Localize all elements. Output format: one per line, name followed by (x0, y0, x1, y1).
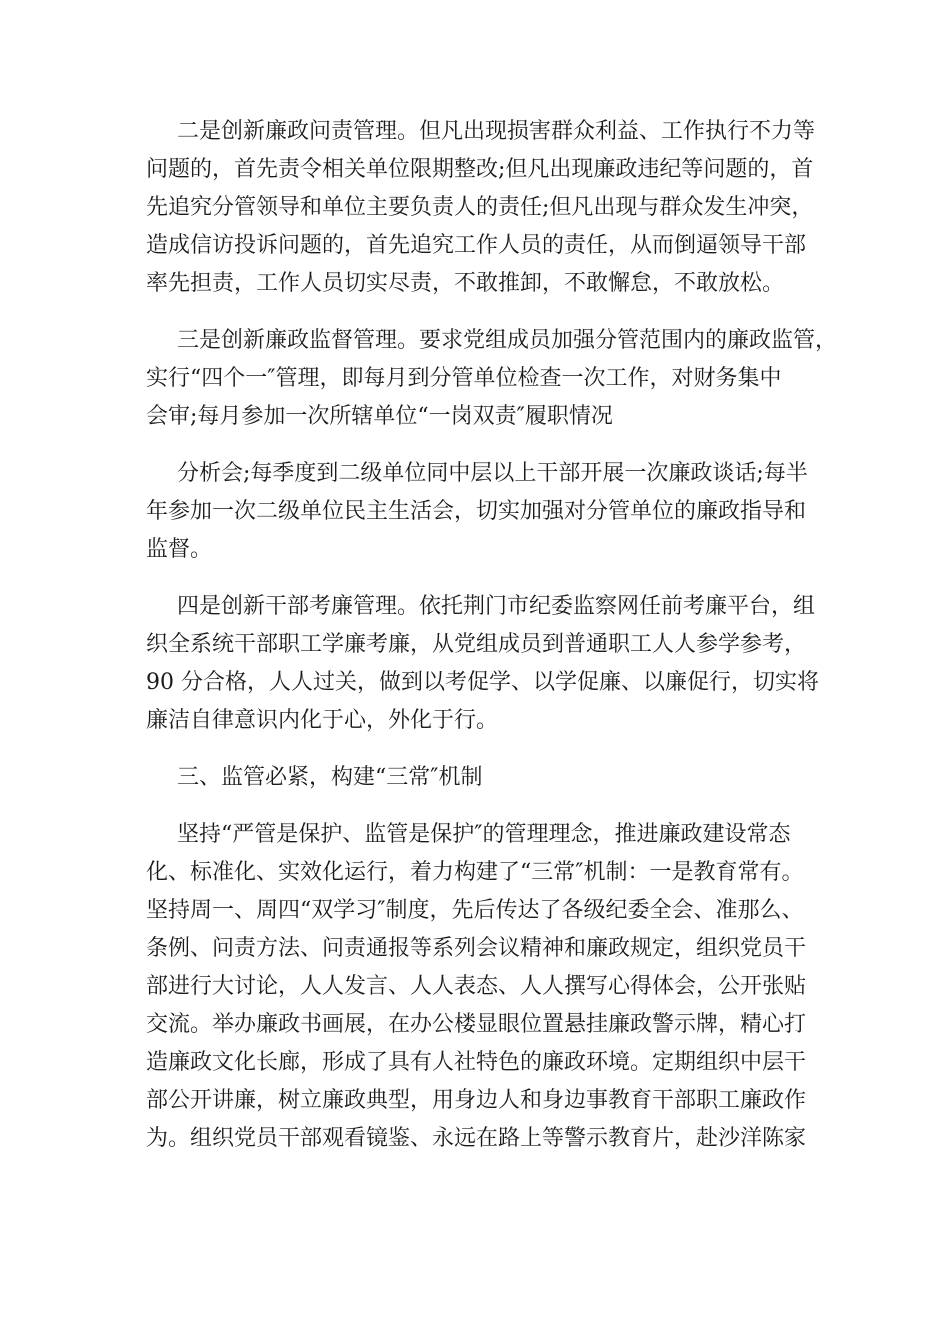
text-line: 会审;每月参加一次所辖单位“一岗双责″履职情况 (146, 404, 613, 429)
text-line: 先追究分管领导和单位主要负责人的责任;但凡出现与群众发生冲突， (146, 195, 814, 220)
text-line: 坚持周一、周四“双学习″制度，先后传达了各级纪委全会、准那么、 (146, 898, 804, 923)
text-line: 分析会;每季度到二级单位同中层以上干部开展一次廉政谈话;每半 (177, 461, 808, 486)
text-line: 造廉政文化长廊，形成了具有人社特色的廉政环境。定期组织中层干 (146, 1050, 807, 1075)
text-line: 廉洁自律意识内化于心，外化于行。 (146, 708, 499, 733)
text-line: 年参加一次二级单位民主生活会，切实加强对分管单位的廉政指导和 (146, 499, 807, 524)
text-line: 交流。举办廉政书画展，在办公楼显眼位置悬挂廉政警示牌，精心打 (146, 1012, 807, 1037)
text-line: 三是创新廉政监督管理。要求党组成员加强分管范围内的廉政监管， (177, 328, 838, 353)
text-line: 织全系统干部职工学廉考廉，从党组成员到普通职工人人参学参考， (146, 632, 807, 657)
text-line: 问题的，首先责令相关单位限期整改;但凡出现廉政违纪等问题的，首 (146, 157, 814, 182)
section-heading: 三、监管必紧，构建“三常″机制 (177, 765, 483, 790)
text-line: 90 分合格，人人过关，做到以考促学、以学促廉、以廉促行，切实将 (146, 670, 819, 695)
text-line: 二是创新廉政问责管理。但凡出现损害群众利益、工作执行不力等 (177, 119, 816, 144)
text-line: 化、标准化、实效化运行，着力构建了“三常″机制：一是教育常有。 (146, 860, 804, 885)
text-line: 监督。 (146, 537, 213, 562)
text-line: 造成信访投诉问题的，首先追究工作人员的责任，从而倒逼领导干部 (146, 233, 807, 258)
text-line: 实行“四个一″管理，即每月到分管单位检查一次工作，对财务集中 (146, 366, 782, 391)
text-line: 条例、问责方法、问责通报等系列会议精神和廉政规定，组织党员干 (146, 936, 807, 961)
text-line: 部公开讲廉，树立廉政典型，用身边人和身边事教育干部职工廉政作 (146, 1088, 807, 1113)
text-line: 为。组织党员干部观看镜鉴、永远在路上等警示教育片，赴沙洋陈家 (146, 1126, 807, 1151)
text-line: 四是创新干部考廉管理。依托荆门市纪委监察网任前考廉平台，组 (177, 594, 816, 619)
text-line: 率先担责，工作人员切实尽责，不敢推卸，不敢懈怠，不敢放松。 (146, 271, 785, 296)
text-line: 坚持“严管是保护、监管是保护″的管理理念，推进廉政建设常态 (177, 822, 791, 847)
text-line: 部进行大讨论，人人发言、人人表态、人人撰写心得体会，公开张贴 (146, 974, 807, 999)
